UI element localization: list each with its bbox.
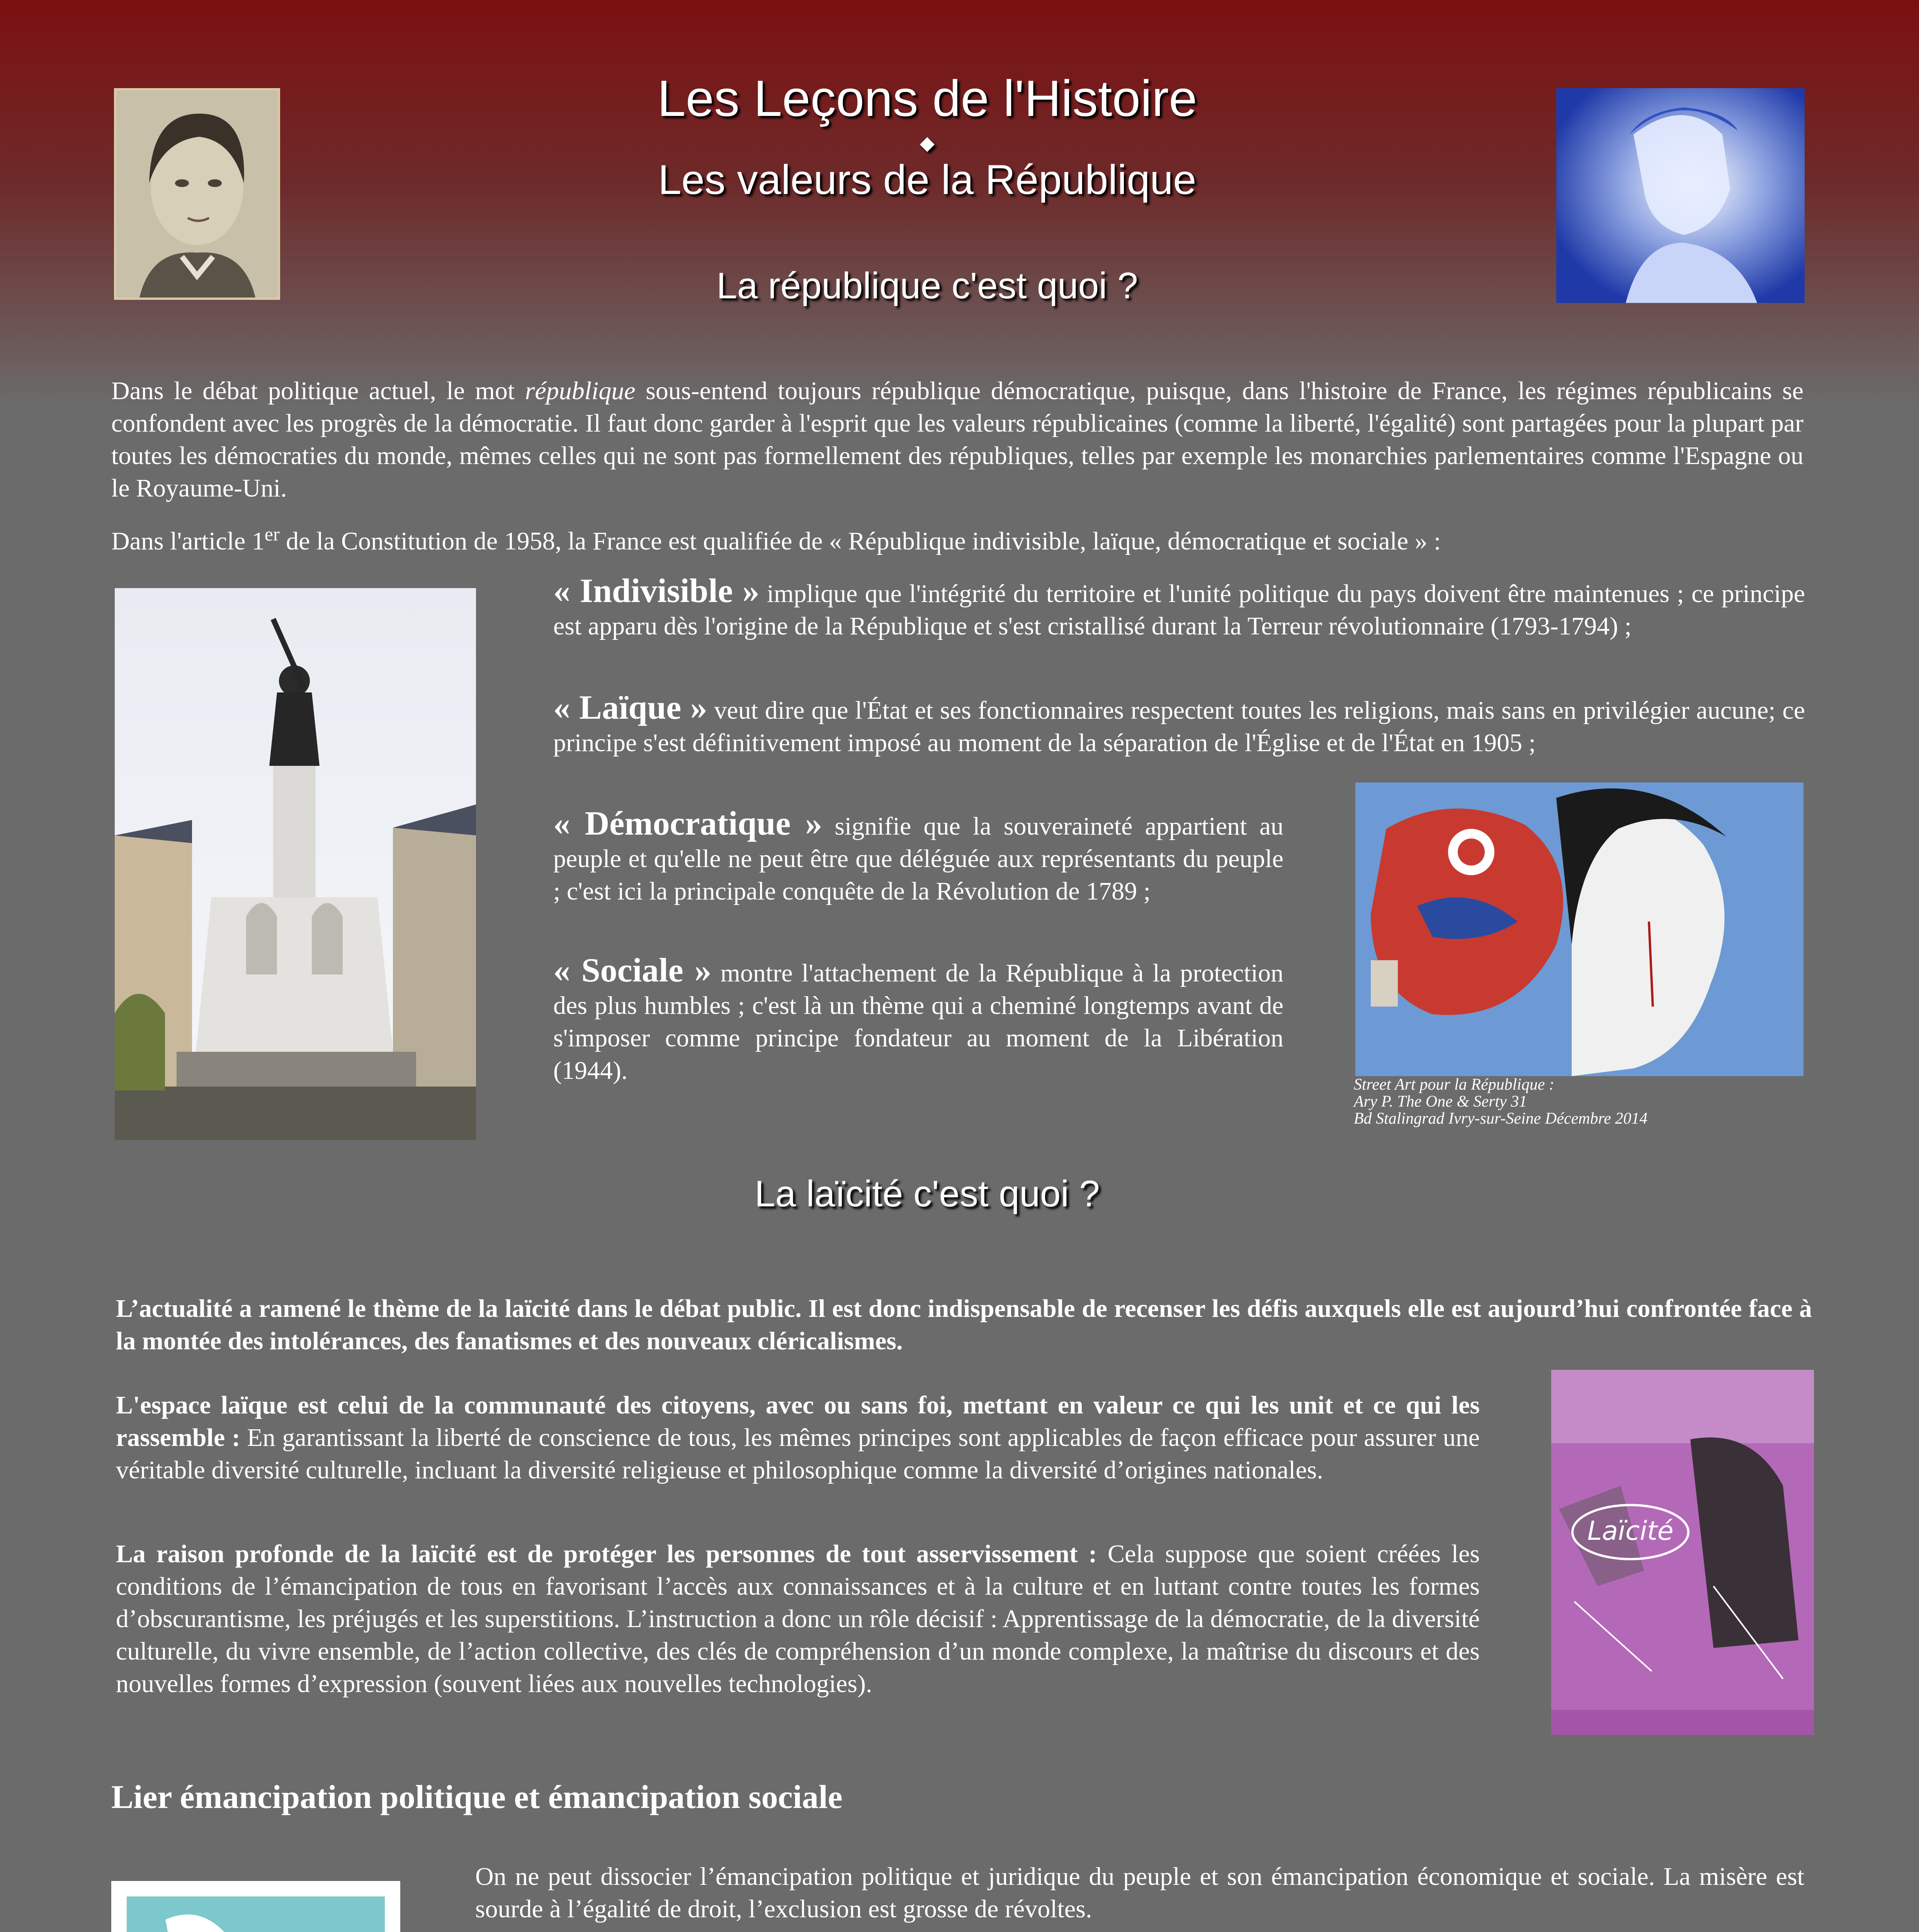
eiffel-illustration [111,1881,400,1932]
constitution-article-line [111,518,1803,558]
article-after: de la Constitution de 1958, la France est qualifiée de « République indivisible, laïque, démocratique et sociale » : [279,527,1441,555]
caption-line-2: Ary P. The One & Serty 31 [1354,1093,1527,1111]
section-heading-republique: La république c'est quoi ? [716,265,1138,306]
espace-laique-text: En garantissant la liberté de conscience de tous, les mêmes principes sont applicables de façon efficace pour assurer une véritable diversité culturelle, incluant la diversité religieuse et philosophique comme la diversité d’origines nationales. [116,1423,1480,1484]
laicite-poster-image [1551,1370,1814,1735]
sociale-paragraph [553,954,1283,1087]
caption-line-1: Street Art pour la République : [1354,1076,1555,1094]
raison-profonde-bold: La raison profonde de la laïcité est de protéger les personnes de tout asservissement : [116,1540,1097,1568]
emancipation-paragraphs [475,1861,1804,1932]
intro-after: sous-entend toujours république démocratique, puisque, dans l'histoire de France, les régimes républicains se confondent avec les progrès de la démocratie. Il faut donc garder à l'esprit que les valeurs républicaines (comme la liberté, l'égalité) sont partagées pour la plupart par toutes les démocraties du monde, mêmes celles qui ne sont pas formellement des républiques, telles par exemple les monarchies parlementaires comme l'Espagne ou le Royaume-Uni. [111,377,1804,502]
democratique-keyword: « Démocratique » [553,805,823,842]
espace-laique-bold: L'espace laïque est celui de la communauté des citoyens, avec ou sans foi, mettant en valeur ce qui les unit et ce qui les rassemble : [116,1391,1480,1452]
street-art-caption [1354,1076,1802,1127]
espace-laique-paragraph [116,1389,1480,1486]
article-before: Dans l'article 1 [111,527,265,555]
laique-paragraph [553,689,1805,759]
portrait-photo [114,88,280,300]
section-heading-laicite: La laïcité c'est quoi ? [755,1173,1100,1214]
street-art-image [1355,782,1803,1076]
democratique-text: signifie que la souveraineté appartient au peuple et qu'elle ne peut être que déléguée aux représentants du peuple ; c'est ici la principale conquête de la Révolution de 1789 ; [553,812,1283,905]
indivisible-paragraph [553,572,1805,643]
indivisible-keyword: « Indivisible » [553,572,760,610]
laique-text: veut dire que l'État et ses fonctionnaires respectent toutes les religions, mais sans en privilégier aucune; ce principe s'est définitivement imposé au moment de la séparation de l'Église et de l'État en 1905 ; [553,696,1805,757]
republique-intro-paragraph [111,375,1803,505]
sociale-keyword: « Sociale » [553,952,712,989]
article-sup: er [264,523,280,545]
laique-keyword: « Laïque » [553,689,707,726]
emancipation-p1: On ne peut dissocier l’émancipation politique et juridique du peuple et son émancipation économique et sociale. La misère est sourde à l’égalité de droit, l’exclusion est grosse de révoltes. [475,1862,1804,1923]
democratique-paragraph [553,805,1283,908]
republique-monument-photo [115,588,476,1140]
caption-line-3: Bd Stalingrad Ivry-sur-Seine Décembre 2014 [1354,1110,1648,1128]
marianne-statue-image [1556,88,1805,303]
title-separator: ◆ [920,132,935,154]
raison-profonde-text: Cela suppose que soient créées les conditions de l’émancipation de tous en favorisant l’accès aux connaissances et à la culture et en luttant contre toutes les formes d’obscurantisme, les préjugés et les superstitions. L’instruction a donc un rôle décisif : Apprentissage de la démocratie, de la diversité culturelle, du vivre ensemble, de l’action collective, des clés de compréhension d’un monde complexe, la maîtrise du discours et des nouvelles formes d’expression (souvent liées aux nouvelles technologies). [116,1540,1480,1698]
laicite-poster-word: Laïcité [1587,1516,1674,1546]
subtitle: Les valeurs de la République [658,156,1197,203]
indivisible-text: implique que l'intégrité du territoire et l'unité politique du pays doivent être maintenues ; ce principe est apparu dès l'origine de la République et s'est cristallisé durant la Terreur révolutionnaire (1793-1794) ; [553,580,1805,640]
intro-emphasis: république [525,377,636,405]
raison-profonde-paragraph [116,1538,1480,1700]
main-title: Les Leçons de l'Histoire [657,70,1197,127]
laicite-lead-paragraph [116,1293,1812,1357]
sociale-text: montre l'attachement de la République à la protection des plus humbles ; c'est là un thème qui a cheminé longtemps avant de s'imposer comme principe fondateur au moment de la Libération (1944). [553,959,1284,1085]
section-heading-emancipation: Lier émancipation politique et émancipation sociale [111,1778,843,1815]
intro-before: Dans le débat politique actuel, le mot [111,377,525,405]
laicite-lead-text: L’actualité a ramené le thème de la laïcité dans le débat public. Il est donc indispensable de recenser les défis auxquels elle est aujourd’hui confrontée face à la montée des intolérances, des fanatismes et des nouveaux cléricalismes. [116,1294,1812,1355]
